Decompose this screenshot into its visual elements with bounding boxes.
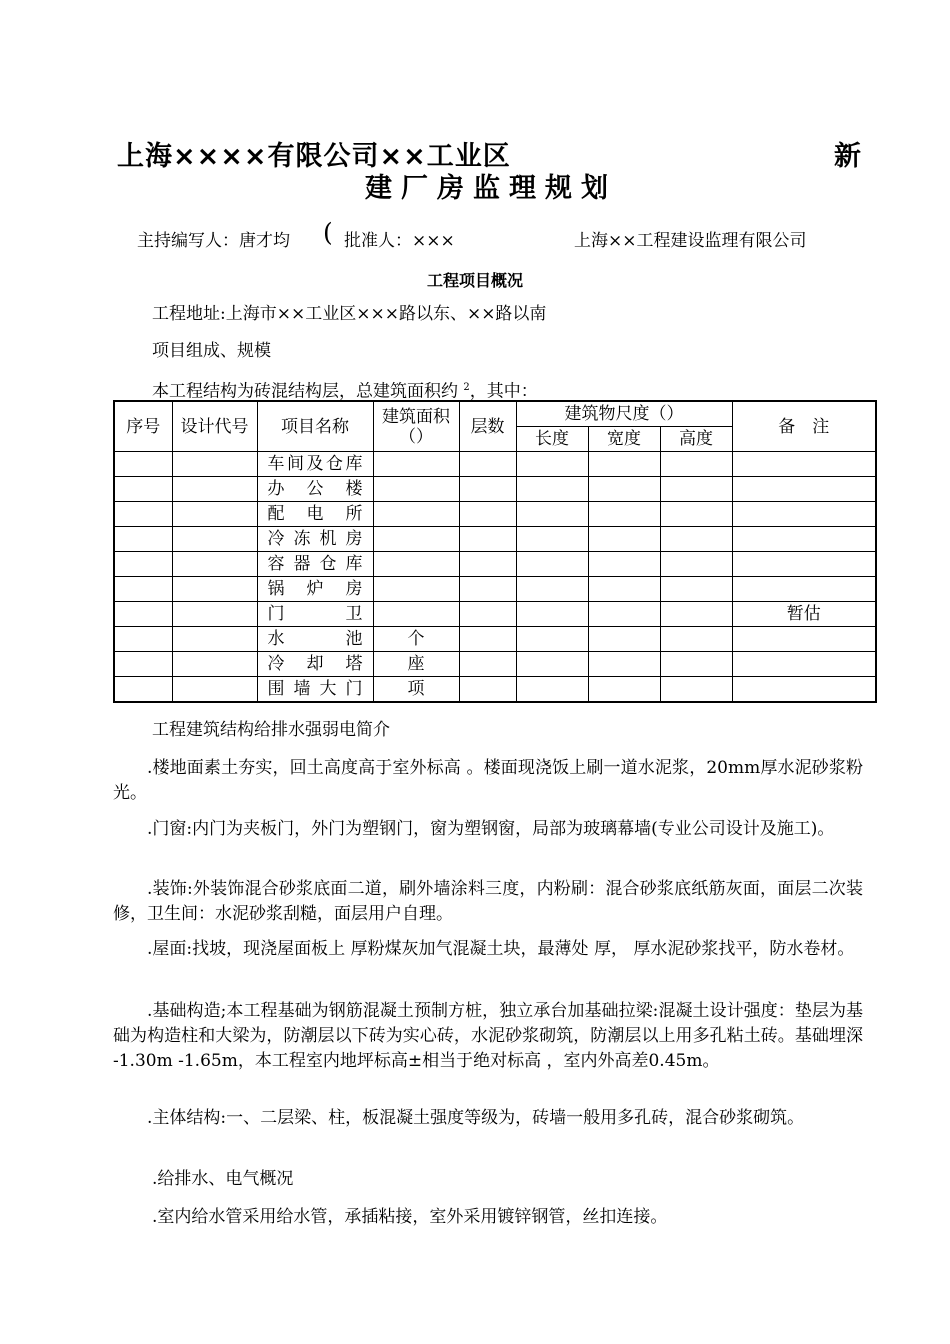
cell-remark: [732, 627, 876, 652]
cell-remark: [732, 552, 876, 577]
cell-remark: [732, 527, 876, 552]
project-composition: 项目组成、规模: [152, 341, 271, 361]
table-row: [114, 452, 876, 477]
header-width: 宽度: [588, 427, 660, 452]
cell-length: [516, 652, 588, 677]
cell-name: 门卫: [257, 602, 373, 627]
cell-length: [516, 677, 588, 703]
cell-floors: [459, 577, 516, 602]
cell-area: [373, 552, 459, 577]
project-table: [113, 400, 877, 703]
cell-height: [660, 527, 732, 552]
table-row: [114, 577, 876, 602]
table-body: [114, 452, 876, 703]
document-title-line1-tail: 新: [834, 141, 861, 172]
cell-remark: [732, 477, 876, 502]
cell-remark: [732, 502, 876, 527]
cell-remark: [732, 677, 876, 703]
cell-design-code: [172, 527, 257, 552]
cell-width: [588, 527, 660, 552]
header-size-group: 建筑物尺度（）: [516, 401, 732, 427]
cell-seq: [114, 577, 172, 602]
cell-area: [373, 577, 459, 602]
cell-design-code: [172, 652, 257, 677]
header-height: 高度: [660, 427, 732, 452]
cell-name: 容器仓库: [257, 552, 373, 577]
cell-name: 办公楼: [257, 477, 373, 502]
cell-width: [588, 602, 660, 627]
paren-mark: (: [323, 218, 333, 247]
cell-remark: [732, 652, 876, 677]
cell-width: [588, 627, 660, 652]
cell-height: [660, 652, 732, 677]
cell-height: [660, 502, 732, 527]
cell-height: [660, 477, 732, 502]
cell-floors: [459, 652, 516, 677]
cell-length: [516, 502, 588, 527]
author-line: 主持编写人：唐才均: [137, 231, 290, 251]
cell-width: [588, 652, 660, 677]
cell-floors: [459, 627, 516, 652]
cell-seq: [114, 552, 172, 577]
cell-area: 座: [373, 652, 459, 677]
cell-floors: [459, 602, 516, 627]
paragraph-floor: .楼地面素土夯实，回土高度高于室外标高 。楼面现浇饭上刷一道水泥浆，20mm厚水泥砂浆粉光。: [113, 758, 863, 803]
project-address: 工程地址:上海市××工业区×××路以东、××路以南: [152, 304, 547, 324]
table-row: [114, 602, 876, 627]
cell-area: 个: [373, 627, 459, 652]
cell-height: [660, 677, 732, 703]
cell-seq: [114, 627, 172, 652]
cell-design-code: [172, 552, 257, 577]
cell-seq: [114, 502, 172, 527]
cell-area: 项: [373, 677, 459, 703]
paragraph-main-structure: .主体结构:一、二层梁、柱，板混凝土强度等级为，砖墙一般用多孔砖，混合砂浆砌筑。: [147, 1108, 805, 1128]
table-row: [114, 552, 876, 577]
table-row: [114, 502, 876, 527]
summary-prefix: 本工程结构为砖混结构层，总建筑面积约: [152, 381, 458, 402]
cell-design-code: [172, 452, 257, 477]
cell-design-code: [172, 502, 257, 527]
paragraph-water-pipes: .室内给水管采用给水管，承插粘接，室外采用镀锌钢管，丝扣连接。: [152, 1207, 668, 1227]
paragraph-doors: .门窗:内门为夹板门，外门为塑钢门，窗为塑钢窗，局部为玻璃幕墙(专业公司设计及施工)。: [147, 819, 835, 839]
cell-length: [516, 577, 588, 602]
header-name: 项目名称: [257, 401, 373, 452]
table-row: [114, 677, 876, 703]
cell-design-code: [172, 627, 257, 652]
cell-width: [588, 502, 660, 527]
cell-area: [373, 602, 459, 627]
table-row: [114, 527, 876, 552]
cell-area: [373, 452, 459, 477]
cell-area: [373, 527, 459, 552]
cell-name: 冷冻机房: [257, 527, 373, 552]
cell-width: [588, 452, 660, 477]
cell-length: [516, 477, 588, 502]
cell-length: [516, 602, 588, 627]
paragraph-foundation: .基础构造;本工程基础为钢筋混凝土预制方桩，独立承台加基础拉梁:混凝土设计强度：垫层为基础为构造柱和大梁为，防潮层以下砖为实心砖，水泥砂浆砌筑，防潮层以上用多孔粘土砖。基础埋深 -1.30m -1.65m，本工程室内地坪标高±相当于绝对标高 ，室内外高差0.45m。: [113, 1001, 863, 1071]
cell-seq: [114, 477, 172, 502]
cell-seq: [114, 602, 172, 627]
cell-design-code: [172, 477, 257, 502]
cell-floors: [459, 552, 516, 577]
table-row: [114, 652, 876, 677]
cell-length: [516, 552, 588, 577]
cell-seq: [114, 677, 172, 703]
cell-remark: [732, 577, 876, 602]
paragraph-decoration: .装饰:外装饰混合砂浆底面二道，刷外墙涂料三度，内粉刷：混合砂浆底纸筋灰面，面层二次装修，卫生间：水泥砂浆刮糙，面层用户自理。: [113, 879, 863, 924]
cell-length: [516, 452, 588, 477]
header-length: 长度: [516, 427, 588, 452]
cell-design-code: [172, 677, 257, 703]
cell-height: [660, 602, 732, 627]
cell-name: 车间及仓库: [257, 452, 373, 477]
summary-sup: 2: [463, 382, 470, 393]
cell-area: [373, 502, 459, 527]
cell-design-code: [172, 602, 257, 627]
cell-floors: [459, 677, 516, 703]
table-row: [114, 627, 876, 652]
cell-width: [588, 677, 660, 703]
cell-name: 围墙大门: [257, 677, 373, 703]
cell-area: [373, 477, 459, 502]
cell-name: 冷却塔: [257, 652, 373, 677]
paragraph-utilities: .给排水、电气概况: [152, 1169, 294, 1189]
section-title: 工程项目概况: [426, 271, 523, 290]
cell-remark: [732, 452, 876, 477]
cell-height: [660, 452, 732, 477]
cell-floors: [459, 452, 516, 477]
cell-width: [588, 552, 660, 577]
paragraph-roof: .屋面:找坡，现浇屋面板上 厚粉煤灰加气混凝土块，最薄处 厚， 厚水泥砂浆找平，防水卷材。: [147, 939, 855, 959]
header-area: 建筑面积（）: [373, 401, 459, 452]
cell-floors: [459, 477, 516, 502]
approver-line: 批准人：×××: [344, 231, 455, 251]
cell-height: [660, 577, 732, 602]
table-row: [114, 477, 876, 502]
cell-height: [660, 627, 732, 652]
cell-floors: [459, 502, 516, 527]
cell-design-code: [172, 577, 257, 602]
header-design-code: 设计代号: [172, 401, 257, 452]
cell-name: 锅炉房: [257, 577, 373, 602]
company-name: 上海××工程建设监理有限公司: [574, 231, 807, 251]
cell-length: [516, 627, 588, 652]
cell-seq: [114, 652, 172, 677]
header-remark: 备 注: [732, 401, 876, 452]
cell-name: 配电所: [257, 502, 373, 527]
cell-floors: [459, 527, 516, 552]
header-seq: 序号: [114, 401, 172, 452]
cell-remark: 暂估: [732, 602, 876, 627]
cell-name: 水池: [257, 627, 373, 652]
cell-length: [516, 527, 588, 552]
header-floors: 层数: [459, 401, 516, 452]
document-title-line1: 上海××××有限公司××工业区: [117, 141, 511, 172]
cell-height: [660, 552, 732, 577]
cell-seq: [114, 452, 172, 477]
cell-width: [588, 577, 660, 602]
summary-suffix: ，其中：: [469, 381, 538, 402]
structure-intro: 工程建筑结构给排水强弱电简介: [152, 720, 390, 740]
cell-width: [588, 477, 660, 502]
document-title-line2: 建厂房监理规划: [365, 173, 617, 204]
cell-seq: [114, 527, 172, 552]
